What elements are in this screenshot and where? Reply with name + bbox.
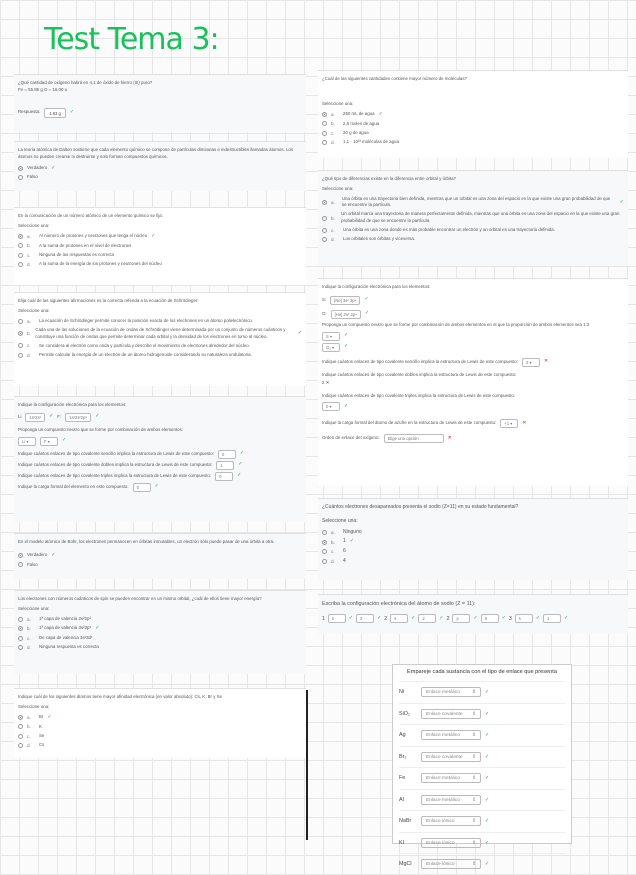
option-letter: a. bbox=[27, 318, 31, 324]
config-select[interactable]: s bbox=[390, 614, 408, 623]
question-spin-energy bbox=[14, 590, 306, 674]
bond-type-value: Enlace iónico bbox=[426, 819, 455, 825]
option-c-radio[interactable] bbox=[18, 636, 23, 641]
option-letter: b. bbox=[27, 724, 31, 730]
option-letter: b. bbox=[27, 626, 31, 632]
option-letter: c. bbox=[331, 130, 335, 136]
option-letter: a. bbox=[27, 233, 31, 239]
correct-check-icon: ✓ bbox=[485, 861, 490, 868]
option-letter: a. bbox=[27, 714, 31, 720]
option-text: De capa de valencia 3s¹3d¹ bbox=[39, 634, 93, 640]
correct-check-icon: ✓ bbox=[237, 472, 242, 479]
option-letter: c. bbox=[27, 343, 31, 349]
match-row bbox=[399, 681, 565, 703]
correct-check-icon: ✓ bbox=[485, 732, 490, 739]
option-text: 1ª capa de valencia 3s²3p⁵ bbox=[39, 625, 92, 631]
value-select[interactable]: 1 bbox=[216, 461, 234, 470]
incorrect-x-icon: ✕ bbox=[544, 358, 549, 365]
bond-type-select[interactable] bbox=[421, 752, 481, 762]
correct-check-icon: ✓ bbox=[473, 615, 478, 621]
option-true: Verdadero bbox=[27, 165, 48, 171]
option-text: La ecuación de Schrödinger permite conocer la posición exacta de los electrones en un átomo polielectrónico. bbox=[39, 317, 254, 323]
correct-check-icon: ✓ bbox=[154, 483, 159, 490]
match-row bbox=[399, 746, 565, 768]
question-text: ¿Cuál de las siguientes cantidades contiene mayor número de moléculas? bbox=[322, 76, 467, 81]
match-row bbox=[399, 832, 565, 854]
question-dalton-theory bbox=[14, 141, 306, 191]
element-s-label: S: bbox=[322, 296, 327, 302]
option-c-radio[interactable] bbox=[322, 549, 327, 554]
dropdown-arrow-icon: ⇕ bbox=[471, 862, 476, 868]
correct-check-icon: ✓ bbox=[151, 232, 156, 239]
option-d-radio[interactable] bbox=[18, 262, 23, 267]
question-unpaired-electrons bbox=[318, 498, 628, 580]
bond-type-select[interactable] bbox=[421, 859, 481, 869]
bond-type-select[interactable] bbox=[421, 730, 481, 740]
lewis-single-prompt: Indique cuántos enlaces de tipo covalente sencillo implica la estructura de Lewis de este compuesto: bbox=[322, 358, 518, 364]
option-letter: b. bbox=[331, 121, 335, 127]
correct-check-icon: ✓ bbox=[344, 402, 349, 409]
option-a-radio[interactable] bbox=[322, 112, 327, 117]
option-text: 20 g de agua bbox=[343, 129, 369, 135]
option-c-radio[interactable] bbox=[18, 253, 23, 258]
compound-prompt: Proponga un compuesto neutro que se forme por combinación de ambos elementos en el que la proporción de ambos elementos sea 1:2 bbox=[322, 321, 590, 327]
option-letter: a. bbox=[27, 616, 31, 622]
match-row bbox=[399, 703, 565, 725]
question-text: Elija cuál de las siguientes afirmaciones es la correcta referida a la ecuación de Schrödinger: bbox=[18, 298, 199, 303]
option-letter: d. bbox=[331, 139, 335, 145]
substance-label: KI bbox=[399, 839, 405, 846]
correct-check-icon: ✓ bbox=[501, 615, 506, 621]
option-text: 4 bbox=[343, 557, 346, 564]
option-text: 1,1 · 10²³ moléculas de agua bbox=[343, 138, 399, 144]
correct-check-icon: ✓ bbox=[238, 461, 243, 468]
compound-prompt: Proponga un compuesto neutro que se forme por combinación de ambos elementos: bbox=[18, 426, 183, 432]
option-text: 6 bbox=[343, 548, 346, 554]
option-letter: a. bbox=[331, 199, 335, 205]
question-text: ¿Qué cantidad de oxígeno habrá en 4,1 de óxido de hierro (III) puro? bbox=[18, 80, 153, 85]
false-radio[interactable] bbox=[18, 175, 23, 180]
correct-check-icon: ✓ bbox=[485, 775, 490, 782]
option-text: Una órbita es una zona donde es más probable encontrar un electrón y un orbital es una trayectoria definida. bbox=[343, 227, 555, 233]
correct-check-icon: ✓ bbox=[69, 108, 75, 115]
option-text: Ninguno bbox=[343, 528, 362, 535]
dropdown-arrow-icon: ⇕ bbox=[471, 733, 476, 739]
config-select[interactable]: 6 bbox=[481, 614, 499, 623]
bond-type-select[interactable] bbox=[421, 795, 481, 805]
option-d-radio[interactable] bbox=[322, 140, 327, 145]
question-text: En la comunicación de un número atómico de un elemento químico se fija: bbox=[18, 213, 163, 218]
correct-check-icon: ✓ bbox=[485, 710, 490, 717]
lewis-double-prompt: Indique cuántos enlaces de tipo covalente dobles implica la estructura de Lewis de este compuesto: bbox=[322, 371, 517, 377]
substance-label: MgCl bbox=[399, 861, 412, 868]
option-letter: c. bbox=[331, 549, 335, 555]
dropdown-arrow-icon: ⇕ bbox=[471, 819, 476, 825]
option-true: Verdadero bbox=[27, 552, 48, 558]
dropdown-arrow-icon: ⇕ bbox=[471, 754, 476, 760]
match-row bbox=[399, 724, 565, 746]
matching-heading: Empareje cada sustancia con el tipo de enlace que presenta bbox=[407, 669, 557, 675]
element-o-label: O: bbox=[322, 310, 327, 316]
substance-label: NaBr bbox=[399, 818, 412, 825]
option-text: 1 bbox=[343, 538, 346, 545]
question-electron-config-s-o bbox=[318, 278, 628, 486]
option-d-radio[interactable] bbox=[18, 353, 23, 358]
question-bohr-model bbox=[14, 533, 306, 579]
substance-label: Ag bbox=[399, 732, 406, 739]
hand-drawn-line bbox=[306, 690, 308, 840]
correct-check-icon: ✓ bbox=[485, 689, 490, 696]
correct-check-icon: ✓ bbox=[51, 164, 56, 171]
config-select[interactable]: s bbox=[328, 614, 346, 623]
bond-type-select[interactable] bbox=[421, 838, 481, 848]
correct-check-icon: ✓ bbox=[485, 839, 490, 846]
substance-label: Fe bbox=[399, 775, 406, 782]
bond-type-select[interactable] bbox=[421, 816, 481, 826]
substance-label: Br₂ bbox=[399, 753, 407, 760]
lewis-triple-prompt: Indique cuántos enlaces de tipo covalente triples implica la estructura de Lewis de este compuesto: bbox=[18, 472, 212, 478]
option-text: Una órbita es una trayectoria bien definida, mientras que un orbital es una zona del espacio en la que existe una gran probabilidad de que se encuentre la partícula. bbox=[341, 195, 611, 208]
select-label: Seleccione una: bbox=[322, 517, 358, 524]
option-letter: d. bbox=[27, 261, 31, 267]
select-label: Seleccione una: bbox=[18, 222, 50, 228]
incorrect-x-icon: ✕ bbox=[522, 419, 527, 426]
option-text: Cs bbox=[39, 741, 45, 747]
correct-check-icon: ✓ bbox=[348, 615, 354, 621]
substance-label: Ni bbox=[399, 689, 405, 696]
correct-check-icon: ✓ bbox=[535, 615, 540, 621]
option-b-radio[interactable] bbox=[18, 626, 23, 631]
bond-type-select[interactable] bbox=[421, 709, 481, 719]
option-text: Ninguna de las respuestas es correcta bbox=[39, 251, 114, 257]
option-text: A la suma de la energía de los protones y neutrones del núcleo bbox=[39, 260, 162, 266]
option-c-radio[interactable] bbox=[18, 343, 23, 348]
bond-order-prompt: Orden de enlace del oxígeno: bbox=[322, 435, 380, 441]
question-text: Los electrones con números cuánticos de spin se pueden encontrar en un mismo orbital, ¿cuál de ellos tiene mayor energía? bbox=[18, 596, 262, 601]
value-select[interactable]: 0 bbox=[218, 450, 236, 459]
value-select[interactable]: +1 ▾ bbox=[500, 419, 518, 428]
correct-check-icon: ✓ bbox=[485, 818, 490, 825]
option-d-radio[interactable] bbox=[18, 645, 23, 650]
correct-check-icon: ✓ bbox=[344, 343, 349, 350]
correct-check-icon: ✓ bbox=[95, 624, 100, 631]
option-text: Se bbox=[39, 732, 45, 738]
bond-type-select[interactable] bbox=[421, 773, 481, 783]
option-b-radio[interactable] bbox=[18, 724, 23, 729]
value-option: 2 ✕ bbox=[322, 380, 330, 386]
config-part: 3 bbox=[508, 615, 512, 622]
option-a-radio[interactable] bbox=[322, 530, 327, 535]
option-c-radio[interactable] bbox=[322, 228, 327, 233]
option-letter: c. bbox=[331, 227, 335, 233]
config-select[interactable]: 2 bbox=[418, 614, 436, 623]
option-b-radio[interactable] bbox=[322, 121, 327, 126]
correct-check-icon: ✓ bbox=[240, 450, 245, 457]
correct-check-icon: ✓ bbox=[378, 110, 383, 117]
option-b-radio[interactable] bbox=[18, 243, 23, 248]
compound-select[interactable]: Li ▾ bbox=[18, 437, 36, 446]
option-letter: d. bbox=[27, 352, 31, 358]
option-a-radio[interactable] bbox=[18, 715, 23, 720]
select-label: Seleccione una: bbox=[18, 605, 50, 611]
bond-type-value: Enlace metálico bbox=[426, 776, 460, 782]
option-text: 1ª capa de valencia 2s²2p² bbox=[39, 615, 91, 621]
select-label: Seleccione una: bbox=[18, 703, 50, 709]
option-letter: d. bbox=[27, 742, 31, 748]
question-text: La teoría atómica de Dalton sostiene que cada elemento químico se compone de partículas diminutas e indestructibles llamadas átomos. Los átomos no pueden crearse ni destruirse y solo forman compuestos químicos. bbox=[18, 147, 294, 159]
true-radio[interactable] bbox=[18, 166, 23, 171]
select-label: Seleccione una: bbox=[322, 100, 354, 106]
option-letter: b. bbox=[331, 215, 335, 221]
lewis-double-prompt: Indique cuántos enlaces de tipo covalente dobles implica la estructura de Lewis de este compuesto: bbox=[18, 461, 213, 467]
question-intro: Indique la configuración electrónica para los elementos: bbox=[322, 284, 431, 289]
option-d-radio[interactable] bbox=[322, 559, 327, 564]
question-electron-affinity bbox=[14, 688, 306, 758]
correct-check-icon: ✓ bbox=[619, 198, 624, 205]
config-part: 2 bbox=[446, 615, 450, 622]
bond-type-value: Enlace iónico bbox=[426, 840, 455, 846]
matching-question bbox=[392, 664, 572, 868]
option-letter: a. bbox=[331, 529, 335, 535]
question-atomic-number bbox=[14, 207, 306, 285]
correct-check-icon: ✓ bbox=[51, 551, 56, 558]
config-select[interactable]: 1 bbox=[543, 614, 561, 623]
match-row bbox=[399, 853, 565, 875]
answer-input[interactable]: 1.63 g bbox=[44, 108, 66, 118]
question-oxygen-quantity bbox=[14, 74, 306, 132]
option-text: 2,5 moles de agua bbox=[343, 120, 380, 126]
bond-type-value: Enlace metálico bbox=[426, 733, 460, 739]
match-row bbox=[399, 789, 565, 811]
option-letter: c. bbox=[27, 733, 31, 739]
dropdown-arrow-icon: ⇕ bbox=[471, 797, 476, 803]
option-b-radio[interactable] bbox=[18, 331, 23, 336]
option-letter: b. bbox=[331, 539, 335, 545]
option-b-radio[interactable] bbox=[322, 216, 327, 221]
option-b-radio[interactable] bbox=[322, 540, 327, 545]
value-select[interactable]: 2 ▾ bbox=[522, 358, 540, 367]
option-text: Cada una de las soluciones de la ecuación de ondas de Schrödinger viene determinada por un conjunto de números cuánticos y constituye una función de ondas que permite determinar cada orbital y la densidad de los electrones en torno al núcleo. bbox=[35, 326, 286, 339]
option-text: Los orbitales son órbitas y viceversa. bbox=[343, 236, 415, 242]
option-letter: b. bbox=[27, 331, 31, 337]
bond-order-select[interactable]: Elige una opción bbox=[384, 434, 444, 443]
value-select[interactable]: 0 bbox=[215, 472, 233, 481]
option-letter: c. bbox=[27, 252, 31, 258]
question-electron-config-li-f bbox=[14, 396, 306, 522]
answer-label: Respuesta: bbox=[18, 109, 41, 115]
correct-check-icon: ✓ bbox=[485, 796, 490, 803]
option-a-radio[interactable] bbox=[18, 234, 23, 239]
correct-check-icon: ✓ bbox=[297, 329, 302, 336]
bond-type-select[interactable] bbox=[421, 687, 481, 697]
option-d-radio[interactable] bbox=[322, 237, 327, 242]
correct-check-icon: ✓ bbox=[349, 538, 354, 545]
correct-check-icon: ✓ bbox=[62, 437, 67, 444]
option-false: Falso bbox=[27, 561, 38, 567]
config-select[interactable]: 1s²2s¹ bbox=[25, 413, 45, 422]
option-text: Br bbox=[39, 714, 44, 720]
question-formula: Fe = 55.85 g O = 16.00 u bbox=[18, 86, 68, 92]
question-sodium-config bbox=[318, 594, 628, 634]
question-text: Indique cuál de los siguientes átomos tiene mayor afinidad electrónica (en valor absoluto): Cs, K, Br y Se bbox=[18, 694, 223, 699]
question-text: ¿Cuántos electrones desapareados presenta el sodio (Z=11) en su estado fundamental? bbox=[322, 504, 519, 510]
formal-charge-prompt: Indique la carga formal del elemento en este compuesto: bbox=[18, 483, 129, 489]
option-text: Al número de protones y neutrones que tenga el núcleo bbox=[39, 233, 148, 239]
option-letter: b. bbox=[27, 243, 31, 249]
formal-charge-prompt: Indique la carga formal del átomo de azufre en la estructura de Lewis de este compuesto: bbox=[322, 420, 497, 426]
dropdown-arrow-icon: ⇕ bbox=[471, 776, 476, 782]
correct-check-icon: ✓ bbox=[364, 296, 369, 303]
question-text: Escriba la configuración electrónica del átomo de sodio (Z = 11): bbox=[322, 601, 476, 607]
incorrect-x-icon: ✕ bbox=[447, 434, 452, 441]
bond-type-value: Enlace covalente bbox=[426, 754, 463, 760]
element-f-label: F: bbox=[57, 413, 62, 419]
option-a-radio[interactable] bbox=[18, 617, 23, 622]
config-select[interactable]: p bbox=[452, 614, 470, 623]
option-d-radio[interactable] bbox=[18, 743, 23, 748]
option-false: Falso bbox=[27, 174, 38, 180]
dropdown-arrow-icon: ⇕ bbox=[471, 690, 476, 696]
bond-type-value: Enlace metálico bbox=[426, 690, 460, 696]
value-select[interactable]: 0 bbox=[133, 483, 151, 492]
question-most-molecules bbox=[318, 70, 628, 158]
option-text: 250 mL de agua bbox=[343, 111, 375, 117]
correct-check-icon: ✓ bbox=[364, 310, 370, 317]
dropdown-arrow-icon: ⇕ bbox=[471, 840, 476, 846]
option-text: Permite calcular la energía de un electrón de un átomo hidrogenoide considerando su naturaleza ondulatoria. bbox=[39, 351, 252, 357]
lewis-triple-prompt: Indique cuántos enlaces de tipo covalente triples implica la estructura de Lewis de este compuesto: bbox=[322, 393, 516, 399]
compound-select[interactable]: S ▾ bbox=[322, 332, 340, 341]
select-label: Seleccione una: bbox=[322, 185, 354, 191]
correct-check-icon: ✓ bbox=[377, 615, 382, 621]
lewis-single-prompt: Indique cuántos enlaces de tipo covalente sencillo implica la estructura de Lewis de este compuesto: bbox=[18, 450, 214, 456]
config-select[interactable]: [Ne] 3s² 3p⁴ bbox=[330, 296, 360, 305]
option-c-radio[interactable] bbox=[18, 734, 23, 739]
correct-check-icon: ✓ bbox=[47, 713, 52, 720]
compound-select[interactable]: F ▾ bbox=[40, 437, 58, 446]
option-a-radio[interactable] bbox=[18, 319, 23, 324]
option-letter: d. bbox=[27, 644, 31, 650]
false-radio[interactable] bbox=[18, 562, 23, 567]
option-c-radio[interactable] bbox=[322, 131, 327, 136]
dropdown-arrow-icon: ⇕ bbox=[471, 711, 476, 717]
question-text: ¿Qué tipo de diferencias existe en la diferencia entre orbital y órbita? bbox=[322, 176, 456, 181]
match-row bbox=[399, 810, 565, 832]
substance-label: Al bbox=[399, 796, 404, 803]
match-row bbox=[399, 767, 565, 789]
correct-check-icon: ✓ bbox=[563, 615, 569, 621]
page-title: Test Tema 3: bbox=[44, 22, 219, 57]
correct-check-icon: ✓ bbox=[344, 332, 349, 339]
option-text: K bbox=[39, 723, 42, 729]
option-text: Un orbital marca una trayectoria de manera perfectamente definida, mientras que una órbita es una zona del espacio en la que existe una gran probabilidad de que se encuentre la partícula. bbox=[341, 211, 620, 224]
bond-type-value: Enlace covalente bbox=[426, 711, 463, 717]
correct-check-icon: ✓ bbox=[49, 413, 54, 420]
option-letter: d. bbox=[331, 559, 335, 565]
correct-check-icon: ✓ bbox=[95, 413, 100, 420]
config-part: 1 bbox=[322, 615, 325, 622]
question-schrodinger bbox=[14, 292, 306, 386]
correct-check-icon: ✓ bbox=[439, 615, 444, 621]
compound-select[interactable]: O₂ ▾ bbox=[322, 343, 340, 352]
correct-check-icon: ✓ bbox=[485, 753, 490, 760]
element-li-label: Li bbox=[18, 413, 22, 419]
substance-label: SiO₂ bbox=[399, 710, 411, 717]
option-text: Se considera al electrón como onda y partícula y describe el movimiento de electrones alrededor del núcleo. bbox=[39, 342, 250, 348]
value-select[interactable]: 0 ▾ bbox=[322, 402, 340, 411]
question-orbit-orbital bbox=[318, 170, 628, 266]
config-part: 2 bbox=[384, 615, 388, 622]
bond-type-value: Enlace iónico bbox=[426, 862, 455, 868]
config-select[interactable]: [He] 2s² 2p⁴ bbox=[331, 310, 361, 319]
question-text: En el modelo atómico de Bohr, los electrones permanecen en órbitas inmutables, un electrón sólo puede pasar de una órbita a otra. bbox=[18, 539, 275, 544]
option-text: A la suma de protones en el nivel de electrones bbox=[39, 242, 132, 248]
option-letter: a. bbox=[331, 111, 335, 117]
config-select[interactable]: 2 bbox=[356, 614, 374, 623]
true-radio[interactable] bbox=[18, 553, 23, 558]
option-letter: c. bbox=[27, 635, 31, 641]
bond-type-value: Enlace metálico bbox=[426, 797, 460, 803]
question-intro: Indique la configuración electrónica para los elementos: bbox=[18, 402, 127, 407]
option-letter: d. bbox=[331, 237, 335, 243]
correct-check-icon: ✓ bbox=[411, 615, 416, 621]
option-a-radio[interactable] bbox=[322, 200, 327, 205]
option-text: Ninguna respuesta es correcta bbox=[39, 643, 99, 649]
select-label: Seleccione una: bbox=[18, 307, 50, 313]
config-select[interactable]: s bbox=[515, 614, 533, 623]
config-select[interactable]: 1s²2s²2p⁵ bbox=[65, 413, 91, 422]
